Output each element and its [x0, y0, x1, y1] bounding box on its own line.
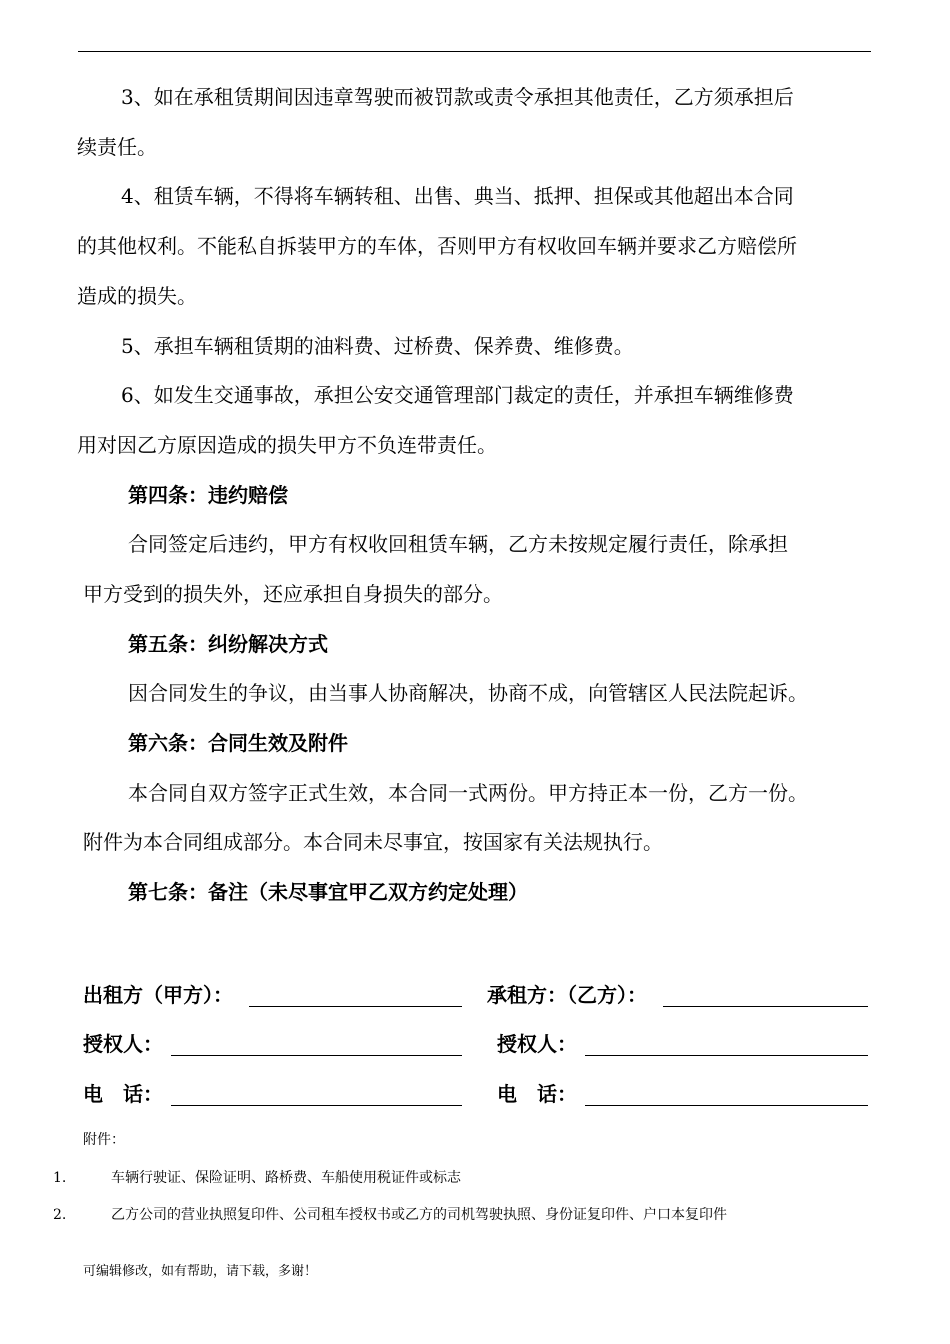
- attachment-2-text: 乙方公司的营业执照复印件、公司租车授权书或乙方的司机驾驶执照、身份证复印件、户口本复印件: [111, 1207, 727, 1223]
- phone-right-line[interactable]: [585, 1105, 868, 1106]
- phone-right-label: 电 话：: [497, 1082, 577, 1106]
- lessee-label: 承租方：（乙方）：: [487, 983, 647, 1007]
- clause-3-line-1: 3、如在承租赁期间因违章驾驶而被罚款或责令承担其他责任，乙方须承担后: [121, 85, 794, 109]
- footer-note: 可编辑修改，如有帮助，请下载，多谢！: [83, 1264, 318, 1279]
- attachments-title: 附件：: [83, 1132, 125, 1148]
- attachment-2-number: 2.: [53, 1207, 67, 1223]
- phone-left-label: 电 话：: [83, 1082, 163, 1106]
- clause-6-line-2: 用对因乙方原因造成的损失甲方不负连带责任。: [77, 433, 497, 457]
- article-6-heading: 第六条：合同生效及附件: [128, 731, 348, 755]
- authorized-left-label: 授权人：: [83, 1032, 163, 1056]
- lessee-signature-line[interactable]: [663, 1006, 868, 1007]
- article-6-line-1: 本合同自双方签字正式生效，本合同一式两份。甲方持正本一份，乙方一份。: [128, 781, 808, 805]
- article-5-line-1: 因合同发生的争议，由当事人协商解决，协商不成，向管辖区人民法院起诉。: [128, 681, 808, 705]
- lessor-label: 出租方（甲方）：: [83, 983, 233, 1007]
- article-4-heading: 第四条：违约赔偿: [128, 483, 288, 507]
- authorized-right-label: 授权人：: [497, 1032, 577, 1056]
- authorized-left-line[interactable]: [171, 1055, 462, 1056]
- article-7-heading: 第七条：备注（未尽事宜甲乙双方约定处理）: [128, 880, 528, 904]
- clause-5-line-1: 5、承担车辆租赁期的油料费、过桥费、保养费、维修费。: [121, 334, 634, 358]
- clause-4-line-3: 造成的损失。: [77, 284, 197, 308]
- clause-4-line-2: 的其他权利。不能私自拆装甲方的车体，否则甲方有权收回车辆并要求乙方赔偿所: [77, 234, 797, 258]
- clause-6-line-1: 6、如发生交通事故，承担公安交通管理部门裁定的责任，并承担车辆维修费: [121, 383, 794, 407]
- clause-4-line-1: 4、租赁车辆，不得将车辆转租、出售、典当、抵押、担保或其他超出本合同: [121, 184, 794, 208]
- article-4-line-1: 合同签定后违约，甲方有权收回租赁车辆，乙方未按规定履行责任，除承担: [128, 532, 788, 556]
- article-5-heading: 第五条：纠纷解决方式: [128, 632, 328, 656]
- article-6-line-2: 附件为本合同组成部分。本合同未尽事宜，按国家有关法规执行。: [83, 830, 663, 854]
- phone-left-line[interactable]: [171, 1105, 462, 1106]
- article-4-line-2: 甲方受到的损失外，还应承担自身损失的部分。: [83, 582, 503, 606]
- header-rule: [78, 51, 871, 52]
- clause-3-line-2: 续责任。: [77, 135, 157, 159]
- authorized-right-line[interactable]: [585, 1055, 868, 1056]
- attachment-1-text: 车辆行驶证、保险证明、路桥费、车船使用税证件或标志: [111, 1170, 461, 1186]
- lessor-signature-line[interactable]: [249, 1006, 462, 1007]
- attachment-1-number: 1.: [53, 1170, 67, 1186]
